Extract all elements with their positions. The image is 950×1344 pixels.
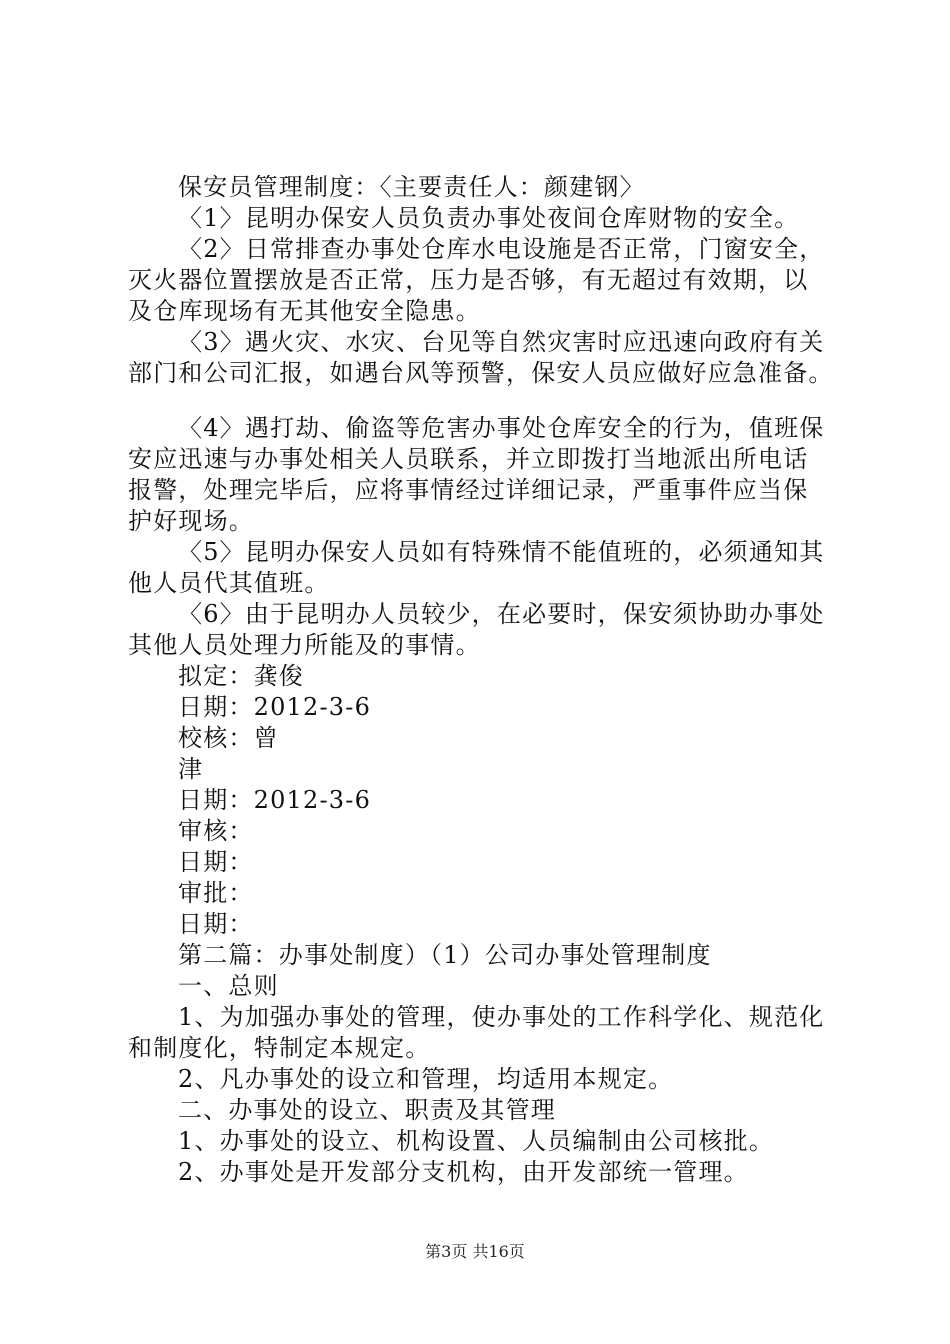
paragraph-gap xyxy=(128,389,838,413)
text-line: 校核：曾 xyxy=(178,724,279,752)
text-line: 护好现场。 xyxy=(128,507,254,535)
text-line: 二、办事处的设立、职责及其管理 xyxy=(178,1096,556,1124)
text-line: 部门和公司汇报，如遇台风等预警，保安人员应做好应急准备。 xyxy=(128,359,834,387)
text-line: 第二篇：办事处制度）（1）公司办事处管理制度 xyxy=(178,941,712,969)
text-line: 一、总则 xyxy=(178,972,279,1000)
text-line: 拟定：龚俊 xyxy=(178,662,304,690)
text-line: 他人员代其值班。 xyxy=(128,569,330,597)
text-line: 日期：2012-3-6 xyxy=(178,786,372,814)
text-line: 审核： xyxy=(178,817,254,845)
text-line: 日期： xyxy=(178,848,254,876)
page-number-footer: 第3页 共16页 xyxy=(425,1242,525,1261)
text-line: 安应迅速与办事处相关人员联系，并立即拨打当地派出所电话 xyxy=(128,445,809,473)
text-line: 日期：2012-3-6 xyxy=(178,693,372,721)
text-line: 其他人员处理力所能及的事情。 xyxy=(128,631,481,659)
text-line: 及仓库现场有无其他安全隐患。 xyxy=(128,297,481,325)
text-line: 〈5〉昆明办保安人员如有特殊情不能值班的，必须通知其 xyxy=(178,538,825,566)
document-body xyxy=(128,172,838,1188)
text-line: 1、为加强办事处的管理，使办事处的工作科学化、规范化 xyxy=(178,1003,825,1031)
text-line: 日期： xyxy=(178,910,254,938)
text-line: 〈3〉遇火灾、水灾、台见等自然灾害时应迅速向政府有关 xyxy=(178,328,825,356)
text-line: 报警，处理完毕后，应将事情经过详细记录，严重事件应当保 xyxy=(128,476,809,504)
text-line: 1、办事处的设立、机构设置、人员编制由公司核批。 xyxy=(178,1127,775,1155)
text-line: 和制度化，特制定本规定。 xyxy=(128,1034,431,1062)
text-line: 2、办事处是开发部分支机构，由开发部统一管理。 xyxy=(178,1158,749,1186)
text-line: 2、凡办事处的设立和管理，均适用本规定。 xyxy=(178,1065,674,1093)
text-line: 〈4〉遇打劫、偷盗等危害办事处仓库安全的行为，值班保 xyxy=(178,414,825,442)
text-line: 〈2〉日常排查办事处仓库水电设施是否正常，门窗安全， xyxy=(178,235,825,263)
text-line: 灭火器位置摆放是否正常，压力是否够，有无超过有效期，以 xyxy=(128,266,809,294)
text-line: 保安员管理制度：〈主要责任人：颜建钢〉 xyxy=(178,173,645,201)
text-line: 〈1〉昆明办保安人员负责办事处夜间仓库财物的安全。 xyxy=(178,204,800,232)
text-line: 〈6〉由于昆明办人员较少，在必要时，保安须协助办事处 xyxy=(178,600,825,628)
text-line: 审批： xyxy=(178,879,254,907)
text-line: 津 xyxy=(178,755,204,783)
